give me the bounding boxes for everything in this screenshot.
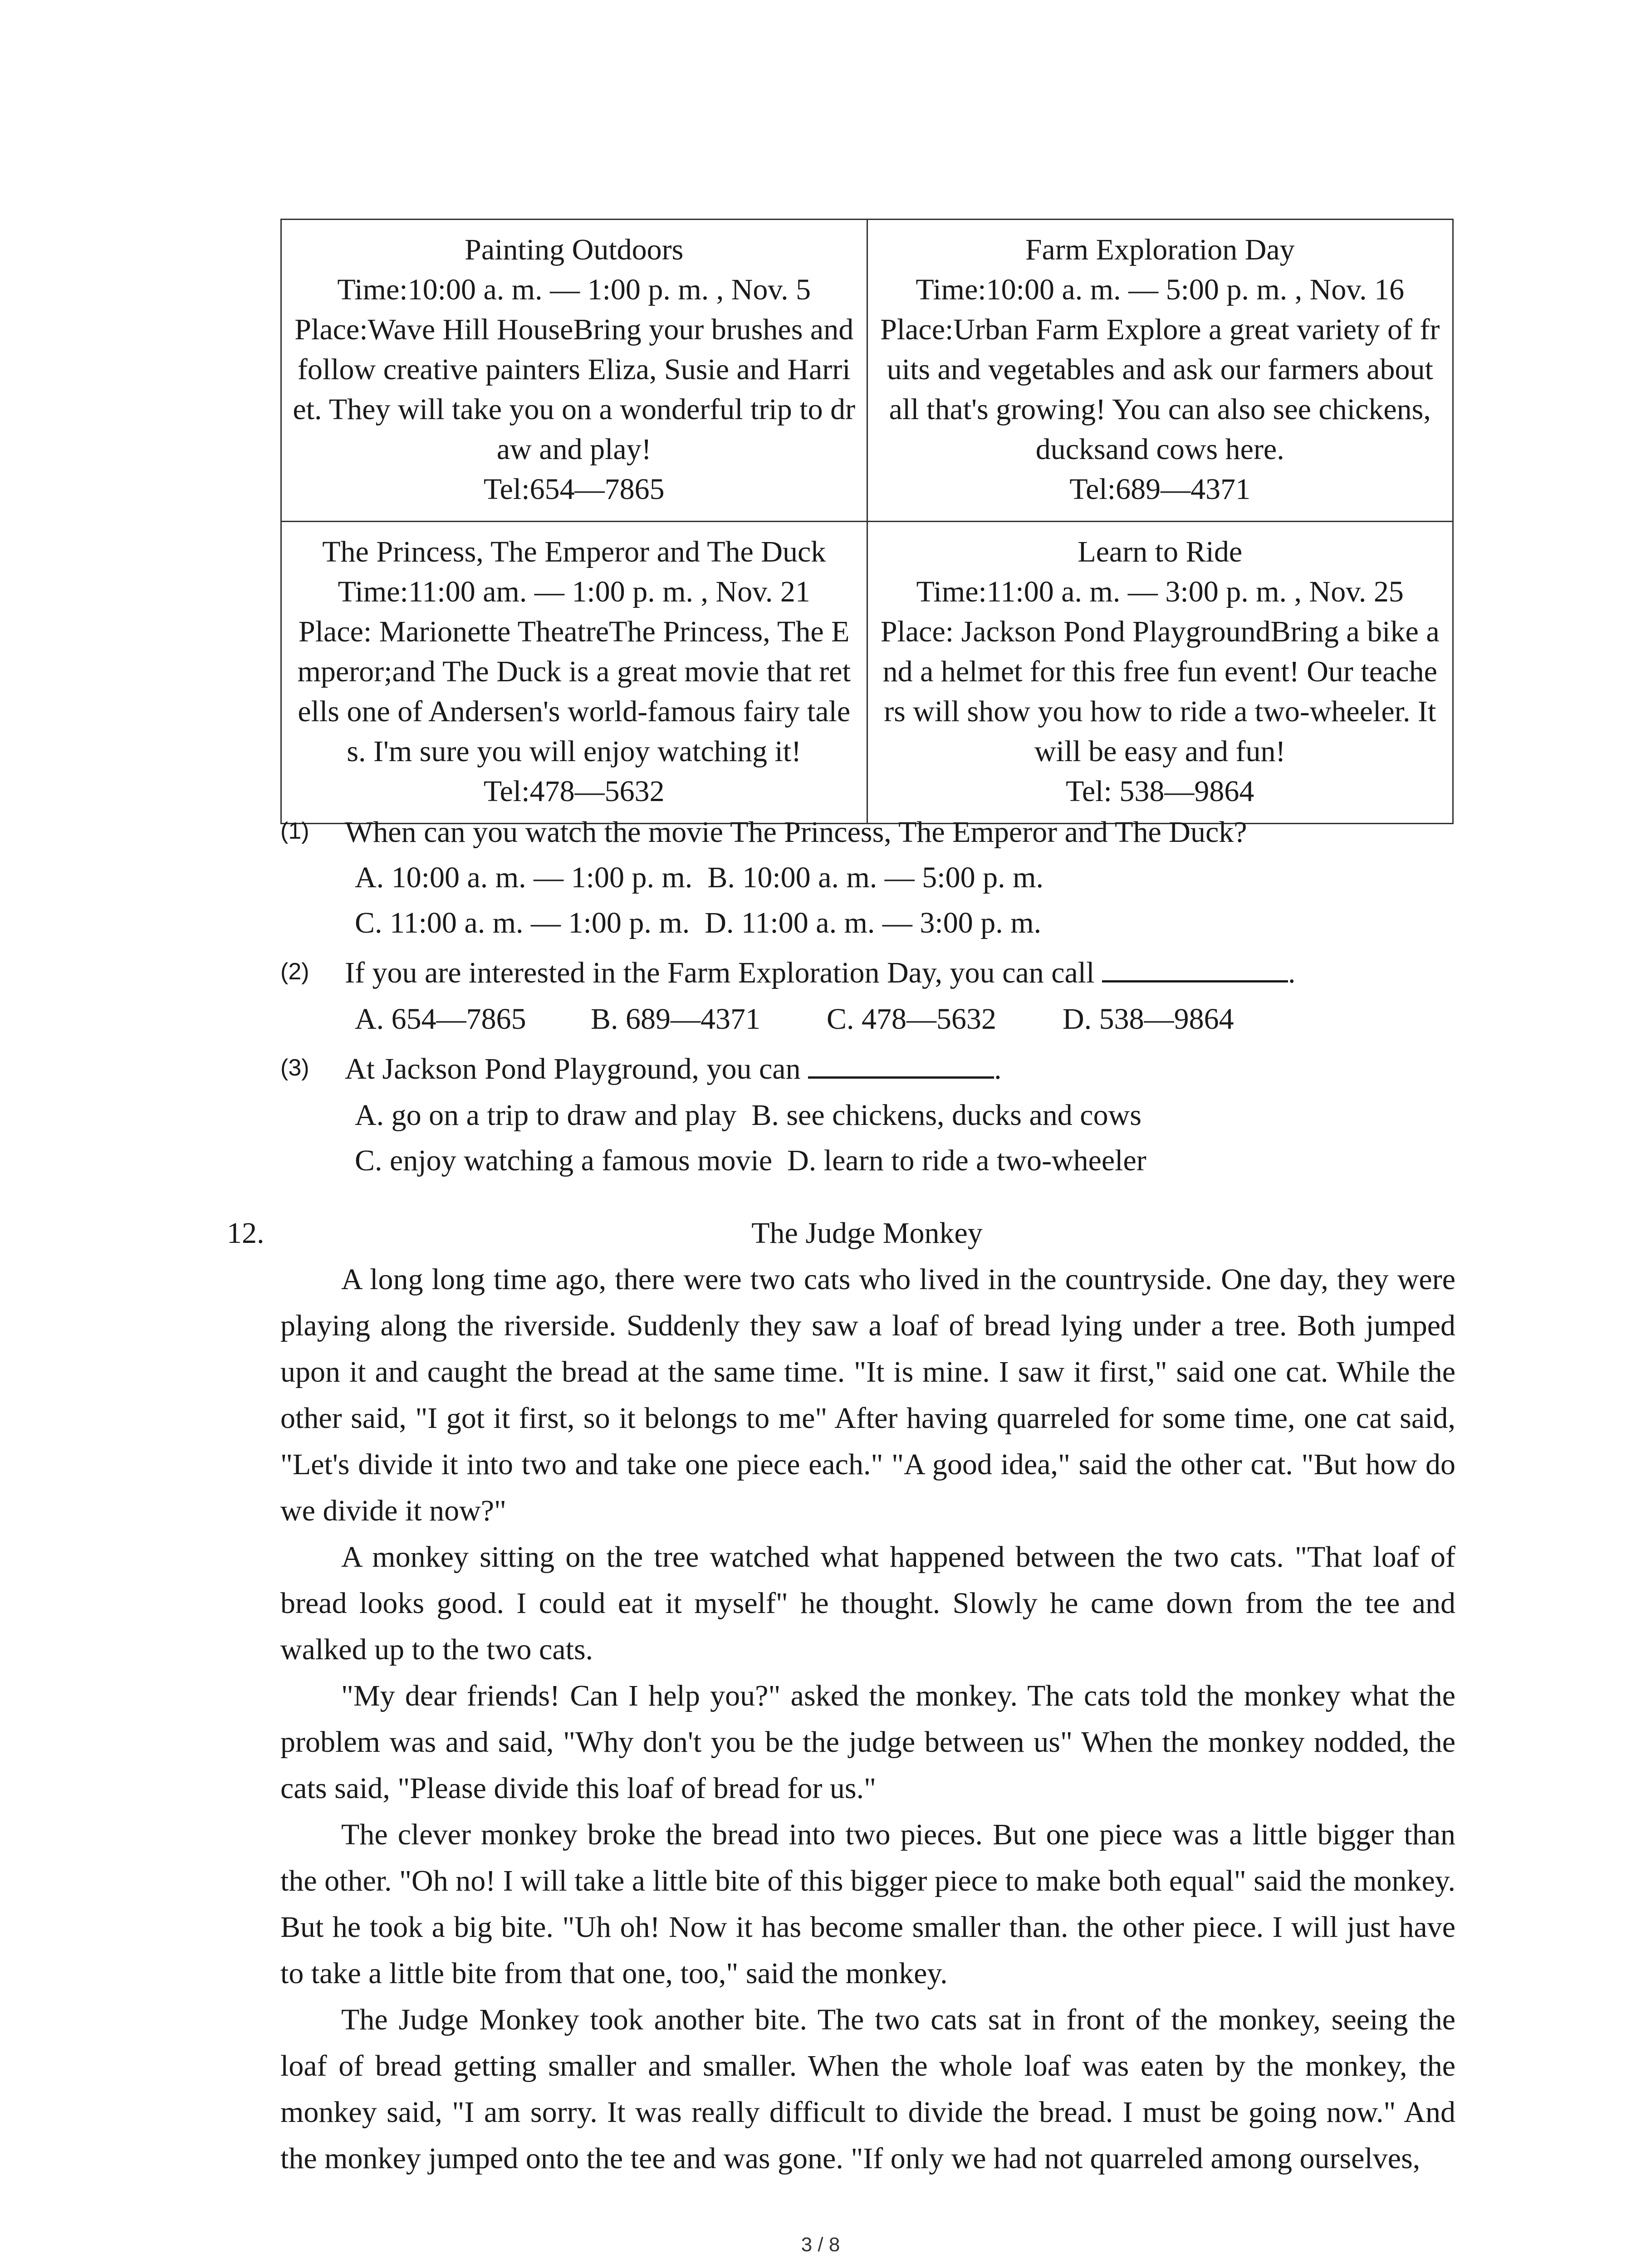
answer-blank	[1102, 953, 1288, 982]
option-a: A. 10:00 a. m. — 1:00 p. m.	[355, 861, 693, 894]
option-a: A. 654—7865	[355, 1002, 526, 1036]
question-text: At Jackson Pond Playground, you can	[345, 1052, 801, 1085]
event-title: The Princess, The Emperor and The Duck	[322, 535, 826, 568]
event-cell-farm	[867, 220, 1453, 522]
event-cell-ride	[867, 522, 1453, 824]
paragraph: The clever monkey broke the bread into two pieces. But one piece was a little bigger than the other. "Oh no! I will take a little bite of this bigger piece to make both equal" said the monkey. But he took a big bite. "Uh oh! Now it has become smaller than. the other piece. I will just have to take a little bite from that one, too," said the monkey.	[280, 1818, 1455, 1990]
event-description: Place:Wave Hill HouseBring your brushes and follow creative painters Eliza, Susie and Harriet. They will take you on a wonderful trip to draw and play!	[293, 313, 856, 466]
option-d: D. 11:00 a. m. — 3:00 p. m.	[705, 906, 1042, 939]
answer-blank	[808, 1049, 994, 1079]
table-row	[281, 220, 1453, 522]
option-a: A. go on a trip to draw and play	[355, 1099, 737, 1132]
event-time: Time:11:00 am. — 1:00 p. m. , Nov. 21	[338, 575, 810, 608]
option-b: B. see chickens, ducks and cows	[751, 1099, 1141, 1132]
question-number: (2)	[280, 958, 309, 985]
page-number: 3 / 8	[801, 2234, 840, 2256]
option-b: B. 689—4371	[591, 1002, 761, 1036]
event-description: Place: Jackson Pond PlaygroundBring a bike and a helmet for this free fun event! Our teachers will show you how to ride a two-wheeler. It will be easy and fun!	[880, 615, 1440, 768]
event-title: Painting Outdoors	[465, 233, 684, 266]
event-cell-painting	[281, 220, 867, 522]
question-number: (1)	[280, 818, 309, 844]
option-d: D. 538—9864	[1063, 1002, 1234, 1036]
event-cell-movie	[281, 522, 867, 824]
question-options-row	[355, 1095, 1141, 1135]
event-time: Time:10:00 a. m. — 1:00 p. m. , Nov. 5	[337, 273, 811, 306]
event-tel: Tel:654—7865	[483, 473, 665, 506]
question-text: When can you watch the movie The Princess, The Emperor and The Duck?	[345, 816, 1247, 849]
question-options-row	[355, 999, 1234, 1039]
event-tel: Tel:689—4371	[1069, 473, 1251, 506]
paragraph: A long long time ago, there were two cats who lived in the countryside. One day, they were playing along the riverside. Suddenly they saw a loaf of bread lying under a tree. Both jumped upon it and caught the bread at the same time. "It is mine. I saw it first," said one cat. While the other said, "I got it first, so it belongs to me" After having quarreled for some time, one cat said, "Let's divide it into two and take one piece each." "A good idea," said the other cat. "But how do we divide it now?"	[280, 1263, 1455, 1527]
story-passage	[280, 1256, 1455, 2182]
paragraph: "My dear friends! Can I help you?" asked the monkey. The cats told the monkey what the problem was and said, "Why don't you be the judge between us" When the monkey nodded, the cats said, "Please divide this loaf of bread for us."	[280, 1679, 1455, 1805]
question-options-row	[355, 903, 1041, 943]
event-description: Place:Urban Farm Explore a great variety of fruits and vegetables and ask our farmers about all that's growing! You can also see chickens, ducksand cows here.	[880, 313, 1440, 466]
option-c: C. enjoy watching a famous movie	[355, 1144, 773, 1177]
question-period: .	[1288, 956, 1296, 989]
question-line	[345, 1049, 1002, 1089]
option-d: D. learn to ride a two-wheeler	[787, 1144, 1146, 1177]
question-period: .	[994, 1052, 1002, 1085]
question-number: (3)	[280, 1055, 309, 1081]
section-number: 12.	[227, 1217, 265, 1250]
question-options-row	[355, 1141, 1146, 1181]
events-table	[280, 219, 1454, 824]
story-title: The Judge Monkey	[751, 1217, 983, 1250]
event-title: Farm Exploration Day	[1025, 233, 1295, 266]
event-tel: Tel: 538—9864	[1066, 775, 1254, 808]
question-line	[345, 953, 1295, 993]
option-c: C. 11:00 a. m. — 1:00 p. m.	[355, 906, 690, 939]
paragraph: The Judge Monkey took another bite. The two cats sat in front of the monkey, seeing the loaf of bread getting smaller and smaller. When the whole loaf was eaten by the monkey, the monkey said, "I am sorry. It was really difficult to divide the bread. I must be going now." And the monkey jumped onto the tee and was gone. "If only we had not quarreled among ourselves,	[280, 2003, 1455, 2175]
table-row	[281, 522, 1453, 824]
paragraph: A monkey sitting on the tree watched what happened between the two cats. "That loaf of bread looks good. I could eat it myself" he thought. Slowly he came down from the tee and walked up to the two cats.	[280, 1540, 1455, 1666]
option-b: B. 10:00 a. m. — 5:00 p. m.	[707, 861, 1043, 894]
question-text: If you are interested in the Farm Exploration Day, you can call	[345, 956, 1095, 989]
event-time: Time:10:00 a. m. — 5:00 p. m. , Nov. 16	[916, 273, 1405, 306]
question-options-row	[355, 858, 1043, 898]
option-c: C. 478—5632	[827, 1002, 997, 1036]
event-title: Learn to Ride	[1078, 535, 1243, 568]
event-description: Place: Marionette TheatreThe Princess, The Emperor;and The Duck is a great movie that retells one of Andersen's world-famous fairy tales. I'm sure you will enjoy watching it!	[297, 615, 851, 768]
event-time: Time:11:00 a. m. — 3:00 p. m. , Nov. 25	[916, 575, 1404, 608]
event-tel: Tel:478—5632	[483, 775, 665, 808]
